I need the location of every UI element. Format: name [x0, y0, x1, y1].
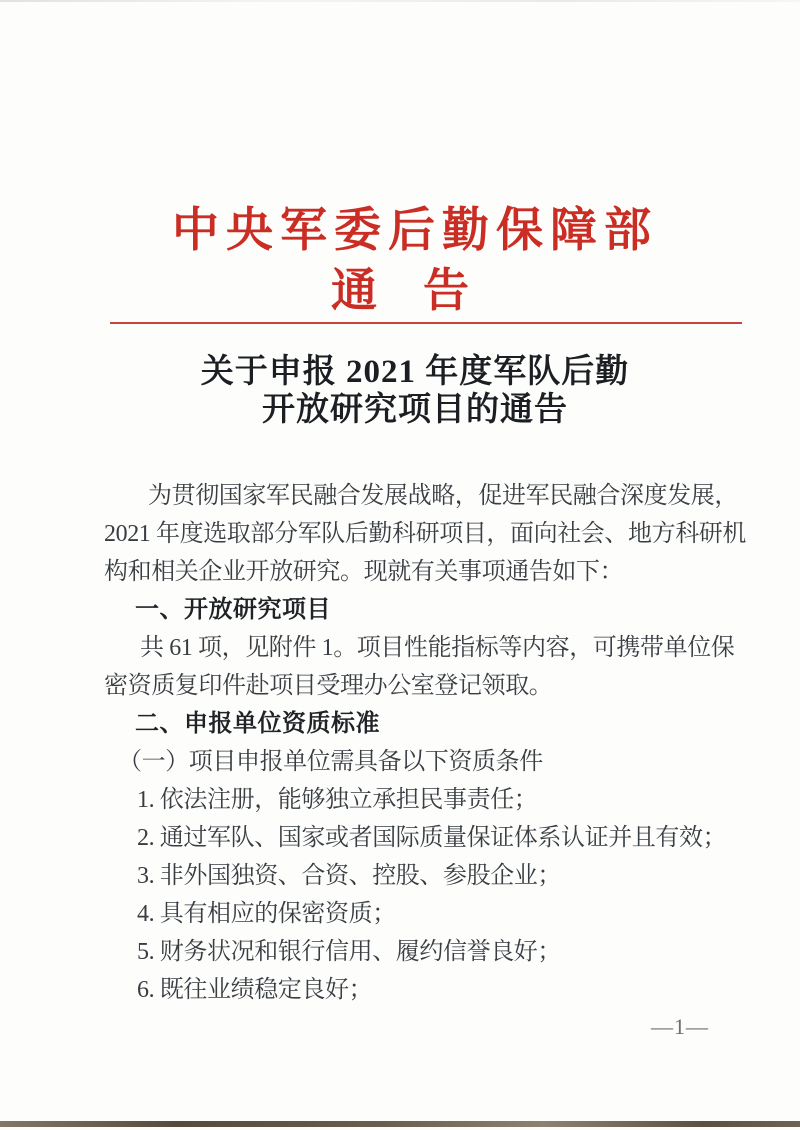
list-item-6: 6. 既往业绩稳定良好； [137, 977, 373, 1003]
page-number: —1— [651, 1014, 709, 1039]
letterhead-red-rule [110, 322, 742, 324]
list-item-4: 4. 具有相应的保密资质； [137, 901, 396, 927]
document-body [104, 477, 749, 1009]
document-title-line-2: 开放研究项目的通告 [262, 392, 568, 428]
document-title-line-1: 关于申报 2021 年度军队后勤 [200, 354, 630, 390]
letterhead-doc-type: 通 告 [331, 265, 469, 316]
list-item-1: 1. 依法注册，能够独立承担民事责任； [137, 787, 538, 813]
subsection-heading: （一）项目申报单位需具备以下资质条件 [118, 749, 543, 775]
document-title [85, 353, 745, 429]
section-heading-1: 一、开放研究项目 [135, 596, 331, 623]
body-paragraph-line: 共 61 项，见附件 1。项目性能指标等内容，可携带单位保 [140, 635, 735, 661]
list-item-2: 2. 通过军队、国家或者国际质量保证体系认证并且有效； [137, 825, 727, 851]
body-paragraph-line: 2021 年度选取部分军队后勤科研项目，面向社会、地方科研机 [104, 521, 746, 547]
body-paragraph-line: 构和相关企业开放研究。现就有关事项通告如下： [104, 559, 624, 585]
scan-bottom-edge-artifact [0, 1121, 800, 1127]
body-paragraph-line: 密资质复印件赴项目受理办公室登记领取。 [104, 673, 553, 699]
letterhead-org-name: 中央军委后勤保障部 [172, 205, 658, 257]
section-heading-2: 二、申报单位资质标准 [135, 710, 380, 737]
scan-top-edge-artifact [0, 0, 800, 2]
body-paragraph-line: 为贯彻国家军民融合发展战略，促进军民融合深度发展， [148, 483, 738, 509]
list-item-5: 5. 财务状况和银行信用、履约信誉良好； [137, 939, 561, 965]
list-item-3: 3. 非外国独资、合资、控股、参股企业； [137, 863, 561, 889]
